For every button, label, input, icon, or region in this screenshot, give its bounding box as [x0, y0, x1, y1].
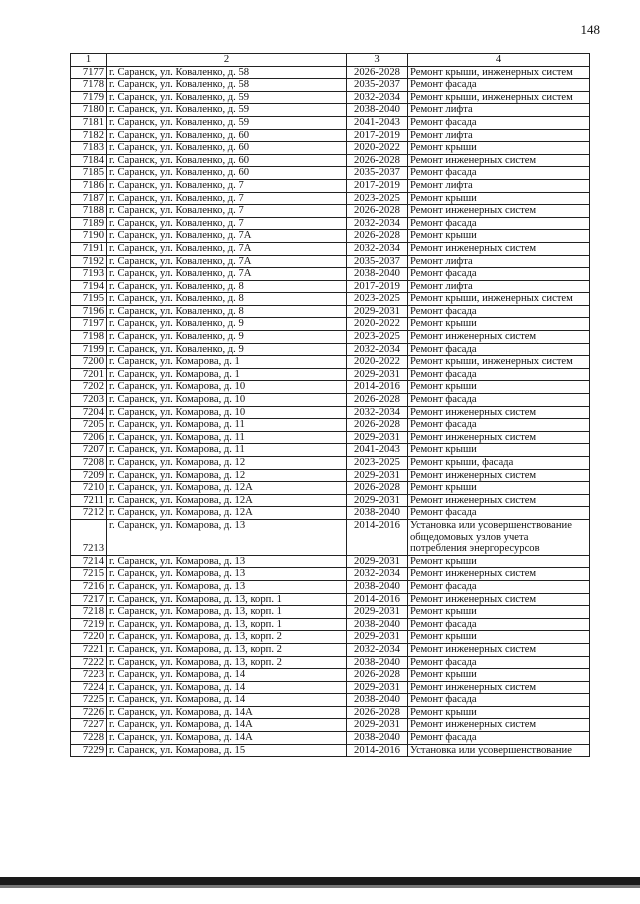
table-row	[71, 469, 590, 482]
row-number: 7184	[71, 154, 107, 167]
row-number: 7202	[71, 381, 107, 394]
row-work-type: Ремонт крыши, инженерных систем	[408, 91, 590, 104]
table-row	[71, 431, 590, 444]
row-period: 2029-2031	[347, 368, 408, 381]
table-row	[71, 406, 590, 419]
row-work-type: Ремонт крыши	[408, 444, 590, 457]
row-address: г. Саранск, ул. Коваленко, д. 58	[107, 79, 347, 92]
row-number: 7193	[71, 268, 107, 281]
table-header-row	[71, 54, 590, 67]
row-period: 2014-2016	[347, 744, 408, 757]
row-work-type: Ремонт инженерных систем	[408, 242, 590, 255]
row-work-type: Ремонт лифта	[408, 129, 590, 142]
row-number: 7180	[71, 104, 107, 117]
row-number: 7224	[71, 681, 107, 694]
row-period: 2026-2028	[347, 419, 408, 432]
row-address: г. Саранск, ул. Коваленко, д. 59	[107, 104, 347, 117]
row-number: 7206	[71, 431, 107, 444]
table-row	[71, 706, 590, 719]
row-period: 2032-2034	[347, 643, 408, 656]
table-row	[71, 129, 590, 142]
row-address: г. Саранск, ул. Комарова, д. 14А	[107, 732, 347, 745]
row-address: г. Саранск, ул. Комарова, д. 1	[107, 356, 347, 369]
row-period: 2020-2022	[347, 142, 408, 155]
table-row	[71, 343, 590, 356]
row-work-type: Ремонт фасада	[408, 116, 590, 129]
row-address: г. Саранск, ул. Коваленко, д. 60	[107, 142, 347, 155]
row-address: г. Саранск, ул. Коваленко, д. 7А	[107, 242, 347, 255]
column-header-address: 2	[107, 54, 347, 67]
row-number: 7195	[71, 293, 107, 306]
row-address: г. Саранск, ул. Коваленко, д. 8	[107, 280, 347, 293]
row-work-type: Ремонт фасада	[408, 305, 590, 318]
table-row	[71, 507, 590, 520]
row-address: г. Саранск, ул. Коваленко, д. 9	[107, 343, 347, 356]
table-row	[71, 356, 590, 369]
row-period: 2029-2031	[347, 681, 408, 694]
table-row	[71, 230, 590, 243]
row-period: 2014-2016	[347, 593, 408, 606]
row-address: г. Саранск, ул. Коваленко, д. 8	[107, 293, 347, 306]
table-row	[71, 744, 590, 757]
row-address: г. Саранск, ул. Комарова, д. 11	[107, 444, 347, 457]
row-address: г. Саранск, ул. Коваленко, д. 60	[107, 154, 347, 167]
row-number: 7221	[71, 643, 107, 656]
row-number: 7192	[71, 255, 107, 268]
row-period: 2038-2040	[347, 618, 408, 631]
row-address: г. Саранск, ул. Коваленко, д. 7	[107, 217, 347, 230]
row-work-type: Ремонт крыши	[408, 631, 590, 644]
row-period: 2026-2028	[347, 154, 408, 167]
row-period: 2029-2031	[347, 606, 408, 619]
row-number: 7201	[71, 368, 107, 381]
row-address: г. Саранск, ул. Комарова, д. 13	[107, 568, 347, 581]
row-address: г. Саранск, ул. Комарова, д. 1	[107, 368, 347, 381]
row-period: 2020-2022	[347, 356, 408, 369]
row-work-type: Ремонт крыши	[408, 555, 590, 568]
row-work-type: Ремонт крыши	[408, 669, 590, 682]
table-row	[71, 719, 590, 732]
row-work-type: Ремонт фасада	[408, 368, 590, 381]
table-row	[71, 104, 590, 117]
row-number: 7209	[71, 469, 107, 482]
row-number: 7214	[71, 555, 107, 568]
row-address: г. Саранск, ул. Комарова, д. 15	[107, 744, 347, 757]
table-row	[71, 643, 590, 656]
row-period: 2032-2034	[347, 91, 408, 104]
row-period: 2023-2025	[347, 331, 408, 344]
row-period: 2029-2031	[347, 719, 408, 732]
table-row	[71, 482, 590, 495]
row-work-type: Ремонт крыши	[408, 230, 590, 243]
row-number: 7219	[71, 618, 107, 631]
row-address: г. Саранск, ул. Комарова, д. 13, корп. 2	[107, 631, 347, 644]
row-work-type: Ремонт крыши	[408, 606, 590, 619]
table-row	[71, 694, 590, 707]
row-number: 7188	[71, 205, 107, 218]
row-work-type: Ремонт инженерных систем	[408, 643, 590, 656]
row-address: г. Саранск, ул. Комарова, д. 12А	[107, 507, 347, 520]
row-number: 7185	[71, 167, 107, 180]
table-row	[71, 457, 590, 470]
row-period: 2014-2016	[347, 519, 408, 555]
table-row	[71, 116, 590, 129]
row-period: 2029-2031	[347, 305, 408, 318]
row-period: 2038-2040	[347, 268, 408, 281]
row-number: 7191	[71, 242, 107, 255]
row-address: г. Саранск, ул. Комарова, д. 13, корп. 1	[107, 618, 347, 631]
row-work-type: Ремонт фасада	[408, 268, 590, 281]
page-number: 148	[580, 22, 600, 37]
row-work-type: Ремонт инженерных систем	[408, 469, 590, 482]
row-work-type: Ремонт лифта	[408, 179, 590, 192]
scan-edge-band-light	[0, 885, 640, 888]
row-number: 7186	[71, 179, 107, 192]
row-number: 7222	[71, 656, 107, 669]
row-work-type: Ремонт крыши, фасада	[408, 457, 590, 470]
row-address: г. Саранск, ул. Комарова, д. 12А	[107, 482, 347, 495]
table-row	[71, 242, 590, 255]
row-work-type: Ремонт крыши, инженерных систем	[408, 356, 590, 369]
row-address: г. Саранск, ул. Коваленко, д. 8	[107, 305, 347, 318]
row-address: г. Саранск, ул. Комарова, д. 12	[107, 469, 347, 482]
row-number: 7220	[71, 631, 107, 644]
row-address: г. Саранск, ул. Коваленко, д. 7	[107, 192, 347, 205]
row-period: 2026-2028	[347, 230, 408, 243]
table-row	[71, 555, 590, 568]
row-work-type: Ремонт лифта	[408, 104, 590, 117]
row-period: 2032-2034	[347, 242, 408, 255]
row-number: 7200	[71, 356, 107, 369]
table-row	[71, 205, 590, 218]
row-number: 7225	[71, 694, 107, 707]
row-work-type: Ремонт фасада	[408, 343, 590, 356]
row-number: 7187	[71, 192, 107, 205]
row-work-type: Ремонт фасада	[408, 79, 590, 92]
row-number: 7211	[71, 494, 107, 507]
row-work-type: Ремонт фасада	[408, 167, 590, 180]
row-address: г. Саранск, ул. Комарова, д. 12А	[107, 494, 347, 507]
table-row	[71, 255, 590, 268]
row-work-type: Ремонт инженерных систем	[408, 494, 590, 507]
table-row	[71, 732, 590, 745]
table-row	[71, 681, 590, 694]
row-address: г. Саранск, ул. Коваленко, д. 7А	[107, 268, 347, 281]
row-number: 7196	[71, 305, 107, 318]
row-period: 2035-2037	[347, 79, 408, 92]
table-row	[71, 79, 590, 92]
row-number: 7210	[71, 482, 107, 495]
row-work-type: Ремонт инженерных систем	[408, 593, 590, 606]
row-period: 2029-2031	[347, 431, 408, 444]
table-row	[71, 381, 590, 394]
row-address: г. Саранск, ул. Коваленко, д. 59	[107, 91, 347, 104]
row-address: г. Саранск, ул. Комарова, д. 14	[107, 681, 347, 694]
row-address: г. Саранск, ул. Коваленко, д. 9	[107, 331, 347, 344]
row-address: г. Саранск, ул. Коваленко, д. 60	[107, 167, 347, 180]
row-work-type: Ремонт фасада	[408, 732, 590, 745]
row-work-type: Ремонт инженерных систем	[408, 568, 590, 581]
row-work-type: Ремонт фасада	[408, 217, 590, 230]
row-number: 7213	[71, 519, 107, 555]
table-row	[71, 368, 590, 381]
row-period: 2032-2034	[347, 406, 408, 419]
row-number: 7207	[71, 444, 107, 457]
row-period: 2038-2040	[347, 104, 408, 117]
row-address: г. Саранск, ул. Коваленко, д. 7А	[107, 230, 347, 243]
row-number: 7208	[71, 457, 107, 470]
table-row	[71, 318, 590, 331]
row-period: 2038-2040	[347, 694, 408, 707]
row-period: 2041-2043	[347, 116, 408, 129]
row-number: 7179	[71, 91, 107, 104]
column-header-period: 3	[347, 54, 408, 67]
row-address: г. Саранск, ул. Коваленко, д. 60	[107, 129, 347, 142]
row-period: 2026-2028	[347, 205, 408, 218]
row-work-type: Ремонт фасада	[408, 419, 590, 432]
row-period: 2038-2040	[347, 580, 408, 593]
row-period: 2017-2019	[347, 179, 408, 192]
row-period: 2023-2025	[347, 293, 408, 306]
row-number: 7216	[71, 580, 107, 593]
row-address: г. Саранск, ул. Комарова, д. 13	[107, 580, 347, 593]
row-period: 2038-2040	[347, 732, 408, 745]
row-work-type: Ремонт инженерных систем	[408, 406, 590, 419]
column-header-number: 1	[71, 54, 107, 67]
row-address: г. Саранск, ул. Комарова, д. 14А	[107, 719, 347, 732]
row-address: г. Саранск, ул. Комарова, д. 13, корп. 2	[107, 656, 347, 669]
row-work-type: Ремонт инженерных систем	[408, 331, 590, 344]
row-number: 7205	[71, 419, 107, 432]
table-row	[71, 331, 590, 344]
table-row	[71, 419, 590, 432]
row-number: 7227	[71, 719, 107, 732]
row-period: 2032-2034	[347, 568, 408, 581]
row-work-type: Ремонт крыши, инженерных систем	[408, 293, 590, 306]
table-row	[71, 394, 590, 407]
table-body	[71, 66, 590, 757]
row-work-type: Ремонт крыши	[408, 381, 590, 394]
row-work-type: Ремонт крыши	[408, 192, 590, 205]
row-number: 7182	[71, 129, 107, 142]
row-number: 7218	[71, 606, 107, 619]
row-number: 7198	[71, 331, 107, 344]
row-period: 2023-2025	[347, 192, 408, 205]
row-period: 2038-2040	[347, 656, 408, 669]
row-number: 7215	[71, 568, 107, 581]
row-work-type: Ремонт инженерных систем	[408, 205, 590, 218]
table-row	[71, 656, 590, 669]
table-row	[71, 519, 590, 555]
row-work-type: Ремонт фасада	[408, 618, 590, 631]
row-address: г. Саранск, ул. Комарова, д. 10	[107, 394, 347, 407]
row-address: г. Саранск, ул. Комарова, д. 12	[107, 457, 347, 470]
row-period: 2038-2040	[347, 507, 408, 520]
row-address: г. Саранск, ул. Комарова, д. 10	[107, 381, 347, 394]
row-work-type: Ремонт инженерных систем	[408, 719, 590, 732]
row-period: 2023-2025	[347, 457, 408, 470]
row-address: г. Саранск, ул. Коваленко, д. 7А	[107, 255, 347, 268]
table-row	[71, 192, 590, 205]
row-address: г. Саранск, ул. Комарова, д. 13	[107, 519, 347, 555]
row-work-type: Ремонт фасада	[408, 394, 590, 407]
row-period: 2029-2031	[347, 469, 408, 482]
row-number: 7194	[71, 280, 107, 293]
table-row	[71, 580, 590, 593]
row-number: 7228	[71, 732, 107, 745]
table-row	[71, 142, 590, 155]
row-number: 7177	[71, 66, 107, 79]
row-work-type: Ремонт лифта	[408, 280, 590, 293]
row-number: 7197	[71, 318, 107, 331]
table-row	[71, 167, 590, 180]
table-row	[71, 669, 590, 682]
row-period: 2026-2028	[347, 394, 408, 407]
column-header-work: 4	[408, 54, 590, 67]
row-period: 2029-2031	[347, 494, 408, 507]
row-address: г. Саранск, ул. Комарова, д. 11	[107, 431, 347, 444]
row-period: 2014-2016	[347, 381, 408, 394]
row-address: г. Саранск, ул. Комарова, д. 14	[107, 694, 347, 707]
row-address: г. Саранск, ул. Комарова, д. 14А	[107, 706, 347, 719]
table-row	[71, 217, 590, 230]
table-row	[71, 66, 590, 79]
row-period: 2026-2028	[347, 482, 408, 495]
row-work-type: Ремонт фасада	[408, 656, 590, 669]
row-period: 2041-2043	[347, 444, 408, 457]
row-period: 2032-2034	[347, 343, 408, 356]
table-row	[71, 305, 590, 318]
row-period: 2026-2028	[347, 706, 408, 719]
row-number: 7199	[71, 343, 107, 356]
row-work-type: Установка или усовершенствование	[408, 744, 590, 757]
row-number: 7189	[71, 217, 107, 230]
row-work-type: Ремонт крыши	[408, 318, 590, 331]
table-row	[71, 268, 590, 281]
row-address: г. Саранск, ул. Комарова, д. 14	[107, 669, 347, 682]
row-number: 7217	[71, 593, 107, 606]
table-row	[71, 593, 590, 606]
row-address: г. Саранск, ул. Коваленко, д. 7	[107, 179, 347, 192]
row-number: 7212	[71, 507, 107, 520]
row-address: г. Саранск, ул. Комарова, д. 13, корп. 1	[107, 606, 347, 619]
row-period: 2026-2028	[347, 669, 408, 682]
row-period: 2035-2037	[347, 167, 408, 180]
row-number: 7181	[71, 116, 107, 129]
row-period: 2035-2037	[347, 255, 408, 268]
row-period: 2017-2019	[347, 129, 408, 142]
row-work-type: Ремонт фасада	[408, 580, 590, 593]
table-row	[71, 631, 590, 644]
row-number: 7203	[71, 394, 107, 407]
row-number: 7178	[71, 79, 107, 92]
scan-edge-band	[0, 877, 640, 885]
row-work-type: Ремонт крыши	[408, 482, 590, 495]
row-number: 7226	[71, 706, 107, 719]
table-row	[71, 91, 590, 104]
table-row	[71, 568, 590, 581]
row-work-type: Ремонт инженерных систем	[408, 154, 590, 167]
row-address: г. Саранск, ул. Комарова, д. 13, корп. 1	[107, 593, 347, 606]
row-work-type: Ремонт фасада	[408, 694, 590, 707]
row-work-type: Ремонт крыши	[408, 142, 590, 155]
row-address: г. Саранск, ул. Коваленко, д. 7	[107, 205, 347, 218]
row-address: г. Саранск, ул. Коваленко, д. 9	[107, 318, 347, 331]
row-work-type: Установка или усовершенствование общедомовых узлов учета потребления энергоресурсов	[408, 519, 590, 555]
row-work-type: Ремонт крыши	[408, 706, 590, 719]
row-number: 7204	[71, 406, 107, 419]
table-row	[71, 293, 590, 306]
row-period: 2017-2019	[347, 280, 408, 293]
row-period: 2020-2022	[347, 318, 408, 331]
row-period: 2026-2028	[347, 66, 408, 79]
table-row	[71, 444, 590, 457]
row-work-type: Ремонт лифта	[408, 255, 590, 268]
row-address: г. Саранск, ул. Комарова, д. 11	[107, 419, 347, 432]
table-row	[71, 494, 590, 507]
row-address: г. Саранск, ул. Коваленко, д. 58	[107, 66, 347, 79]
row-address: г. Саранск, ул. Комарова, д. 13	[107, 555, 347, 568]
table-row	[71, 606, 590, 619]
row-period: 2029-2031	[347, 631, 408, 644]
row-work-type: Ремонт инженерных систем	[408, 431, 590, 444]
row-work-type: Ремонт крыши, инженерных систем	[408, 66, 590, 79]
row-address: г. Саранск, ул. Комарова, д. 13, корп. 2	[107, 643, 347, 656]
row-period: 2029-2031	[347, 555, 408, 568]
row-number: 7223	[71, 669, 107, 682]
row-work-type: Ремонт инженерных систем	[408, 681, 590, 694]
row-period: 2032-2034	[347, 217, 408, 230]
table-row	[71, 280, 590, 293]
table-row	[71, 179, 590, 192]
row-number: 7183	[71, 142, 107, 155]
repair-schedule-table	[70, 53, 590, 757]
table-row	[71, 618, 590, 631]
row-number: 7190	[71, 230, 107, 243]
row-address: г. Саранск, ул. Комарова, д. 10	[107, 406, 347, 419]
row-work-type: Ремонт фасада	[408, 507, 590, 520]
row-address: г. Саранск, ул. Коваленко, д. 59	[107, 116, 347, 129]
table-row	[71, 154, 590, 167]
row-number: 7229	[71, 744, 107, 757]
